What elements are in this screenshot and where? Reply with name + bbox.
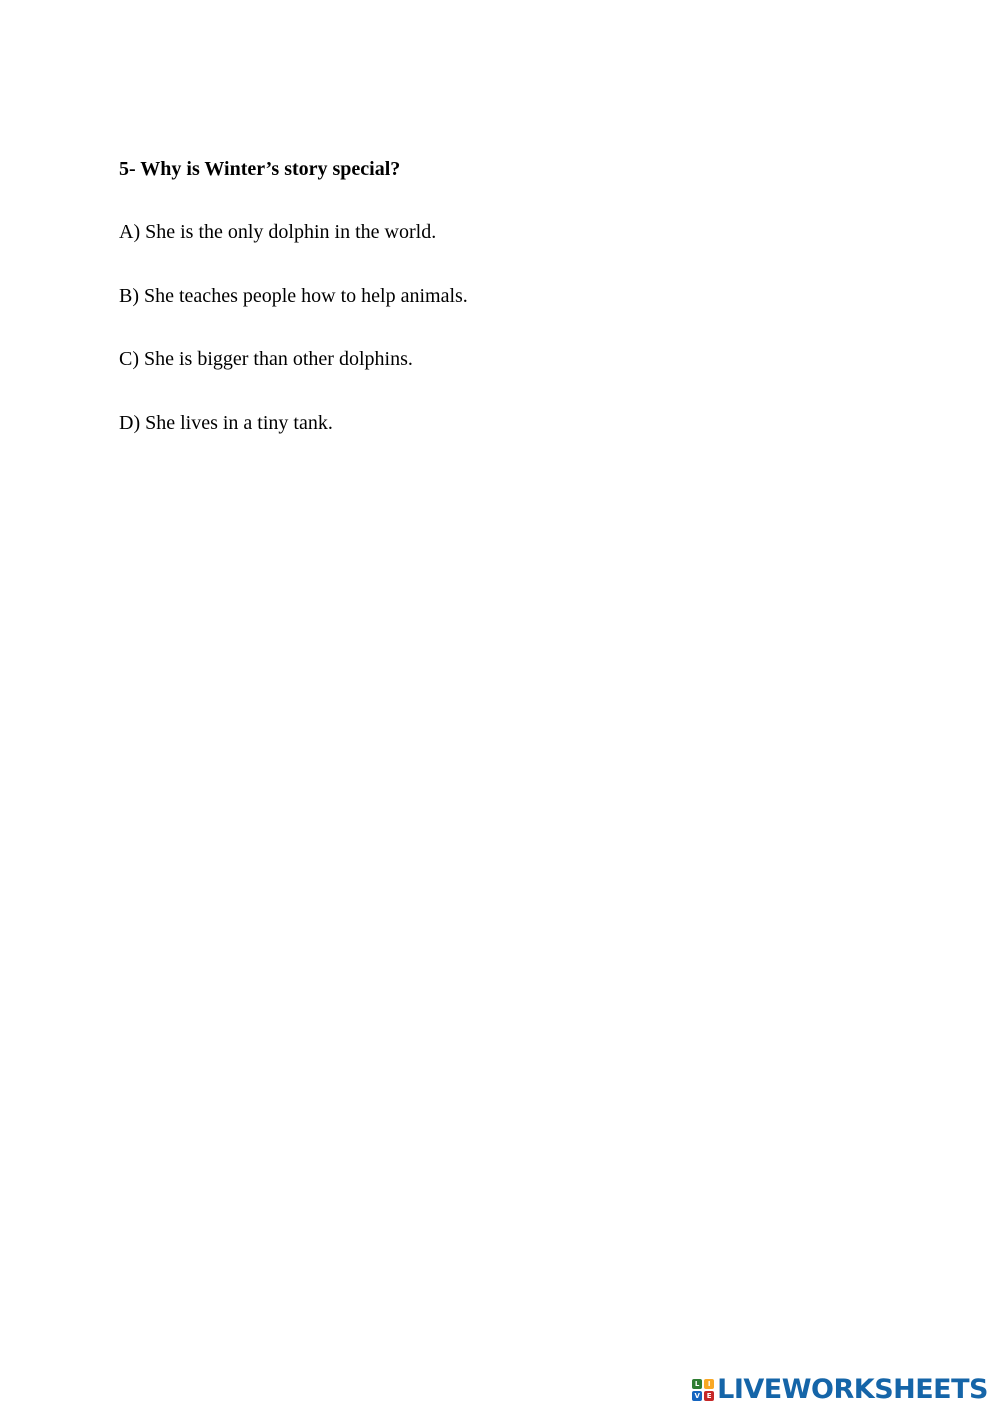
liveworksheets-watermark — [692, 1375, 988, 1405]
brand-wordmark: LIVEWORKSHEETS — [717, 1374, 988, 1405]
logo-tile-i: I — [704, 1379, 714, 1389]
question-title: 5- Why is Winter’s story special? — [119, 158, 401, 180]
option-c[interactable]: C) She is bigger than other dolphins. — [119, 348, 413, 370]
answer-options — [119, 220, 468, 474]
option-b[interactable]: B) She teaches people how to help animals. — [119, 284, 468, 307]
logo-tile-e: E — [704, 1391, 714, 1401]
liveworksheets-logo-icon — [692, 1379, 714, 1401]
logo-tile-l: L — [692, 1379, 702, 1389]
option-a[interactable]: A) She is the only dolphin in the world. — [119, 221, 437, 243]
option-d[interactable]: D) She lives in a tiny tank. — [119, 411, 333, 434]
logo-tile-v: V — [692, 1391, 702, 1401]
